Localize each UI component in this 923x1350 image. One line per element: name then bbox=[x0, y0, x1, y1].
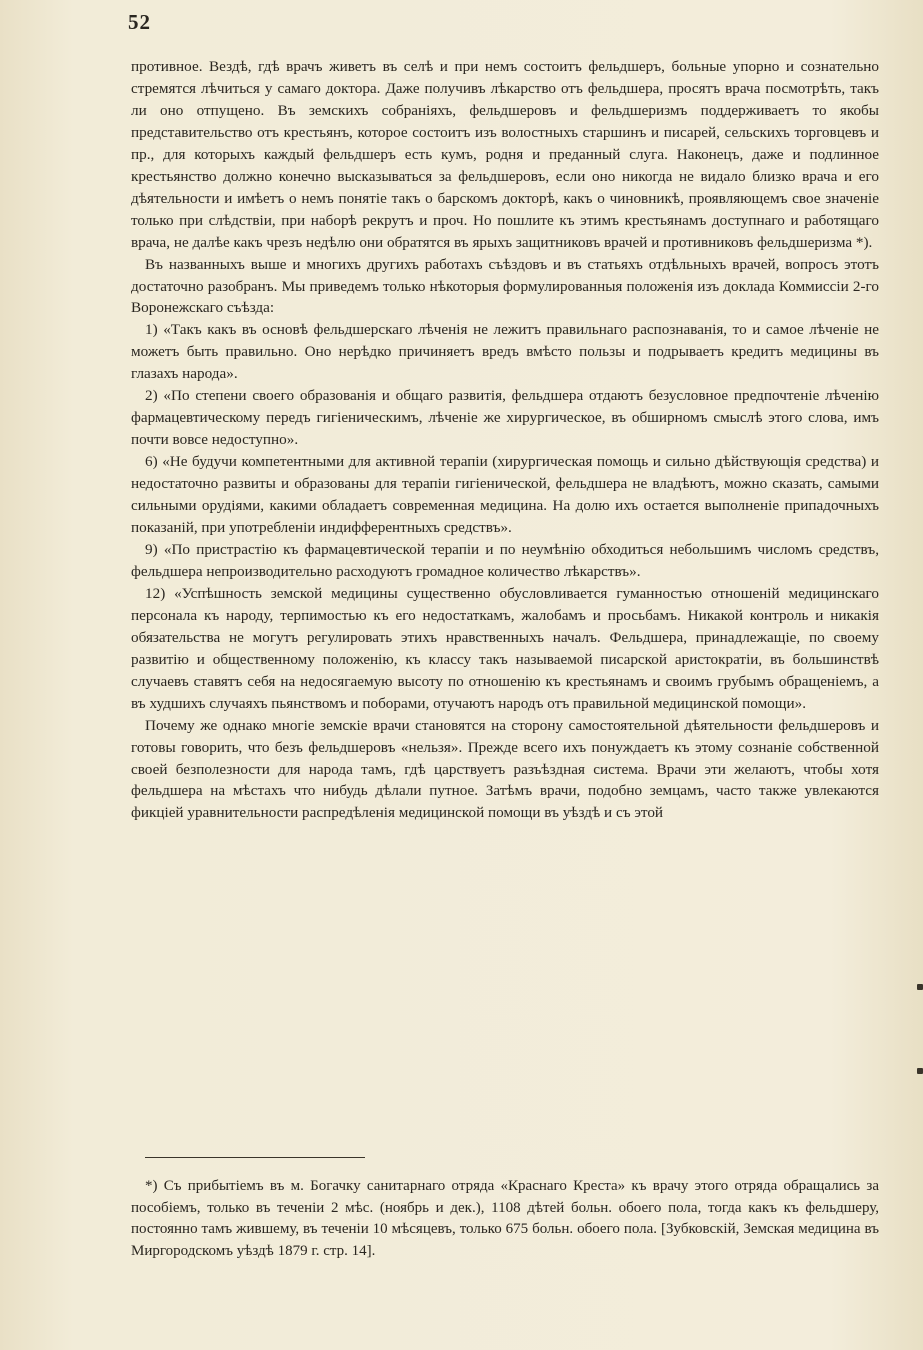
margin-mark bbox=[917, 1068, 923, 1074]
page-number: 52 bbox=[128, 10, 151, 34]
paragraph-point-12: 12) «Успѣшность земской медицины существенно обусловливается гуманностью отношеній медицинскаго персонала къ народу, терпимостью къ его недостаткамъ, жалобамъ и просьбамъ. Никакой контроль и никакія обязательства не могутъ регулировать этихъ нравственныхъ началъ. Фельдшера, принадлежащіе, по своему развитію и общественному положенію, къ классу такъ называемой писарской аристократіи, въ большинствѣ случаевъ ставятъ себя на недосягаемую высоту по отношенію къ крестьянамъ и своимъ грубымъ обращеніемъ, а въ худшихъ случаяхъ пьянствомъ и поборами, отучаютъ народъ отъ правильной медицинской помощи». bbox=[131, 584, 879, 712]
paragraph-point-9: 9) «По пристрастію къ фармацевтической терапіи и по неумѣнію обходиться небольшимъ числомъ средствъ, фельдшера непроизводительно расходуютъ громадное количество лѣкарствъ». bbox=[131, 540, 879, 580]
main-text bbox=[131, 56, 879, 824]
paragraph-point-2: 2) «По степени своего образованія и общаго развитія, фельдшера отдаютъ безусловное предпочтеніе лѣченію фармацевтическому передъ гигіеническимъ, лѣченіе же хирургическое, въ обширномъ смыслѣ этого слова, имъ почти вовсе недоступно». bbox=[131, 387, 879, 449]
footnote: *) Съ прибытіемъ въ м. Богачку санитарнаго отряда «Краснаго Креста» къ врачу этого отряда обращались за пособіемъ, только въ теченіи 2 мѣс. (ноябрь и дек.), 1108 дѣтей больн. обоего пола, тогда какъ къ фельдшеру, постоянно тамъ жившему, въ теченіи 10 мѣсяцевъ, только 675 больн. обоего пола. [Зубковскій, Земская медицина въ Миргородскомъ уѣздѣ 1879 г. стр. 14]. bbox=[131, 1178, 879, 1259]
margin-mark bbox=[917, 984, 923, 990]
paragraph-point-1: 1) «Такъ какъ въ основѣ фельдшерскаго лѣченія не лежитъ правильнаго распознаванія, то и самое лѣченіе не можетъ быть правильно. Оно нерѣдко причиняетъ вредъ вмѣсто пользы и подрываетъ кредитъ медицины въ глазахъ народа». bbox=[131, 321, 879, 383]
paragraph-continuation: противное. Вездѣ, гдѣ врачъ живетъ въ селѣ и при немъ состоитъ фельдшеръ, больные упорно и сознательно стремятся лѣчиться у самаго доктора. Даже получивъ лѣкарство отъ фельдшера, просятъ врача посмотрѣть, такъ ли оно отпущено. Въ земскихъ собраніяхъ, фельдшеровъ и фельдшеризмъ поддерживаетъ то якобы представительство отъ крестьянъ, которое состоитъ изъ волостныхъ старшинъ и писарей, сельскихъ торговцевъ и пр., для которыхъ каждый фельдшеръ есть кумъ, родня и преданный слуга. Наконецъ, даже и подлинное крестьянство должно конечно высказываться за фельдшеровъ, если оно никогда не видало близко врача и его дѣятельности и имѣетъ о немъ понятіе такъ о барскомъ докторѣ, какъ о чиновникѣ, проявляющемъ свое значеніе только при слѣдствіи, при наборѣ рекрутъ и проч. Но пошлите къ этимъ крестьянамъ доступнаго и работящаго врача, не далѣе какъ чрезъ недѣлю они обратятся въ ярыхъ защитниковъ врачей и противниковъ фельдшеризма *). bbox=[131, 58, 879, 251]
paragraph-intro: Въ названныхъ выше и многихъ другихъ работахъ съѣздовъ и въ статьяхъ отдѣльныхъ врачей, вопросъ этотъ достаточно разобранъ. Мы приведемъ только нѣкоторыя формулированныя положенія изъ доклада Коммиссіи 2-го Воронежскаго съѣзда: bbox=[131, 255, 879, 317]
paragraph-closing: Почему же однако многіе земскіе врачи становятся на сторону самостоятельной дѣятельности фельдшеровъ и готовы говорить, что безъ фельдшеровъ «нельзя». Прежде всего ихъ понуждаетъ къ этому сознаніе собственной своей безполезности для народа тамъ, гдѣ царствуетъ разъѣздная система. Врачи эти желаютъ, чтобы хотя фельдшера на мѣстахъ что нибудь дѣлали путное. Затѣмъ врачи, подобно земцамъ, часто также увлекаются фикціей уравнительности распредѣленія медицинской помощи въ уѣздѣ и съ этой bbox=[131, 716, 879, 822]
paragraph-point-6: 6) «Не будучи компетентными для активной терапіи (хирургическая помощь и сильно дѣйствующія средства) и недостаточно развиты и образованы для терапіи гигіенической, фельдшера не владѣютъ, можно сказать, самыми сильными орудіями, какими обладаетъ современная медицина. На долю ихъ остается выполненіе припадочныхъ показаній, при употребленіи индифферентныхъ средствъ». bbox=[131, 453, 879, 537]
footnote-divider bbox=[145, 1157, 365, 1158]
